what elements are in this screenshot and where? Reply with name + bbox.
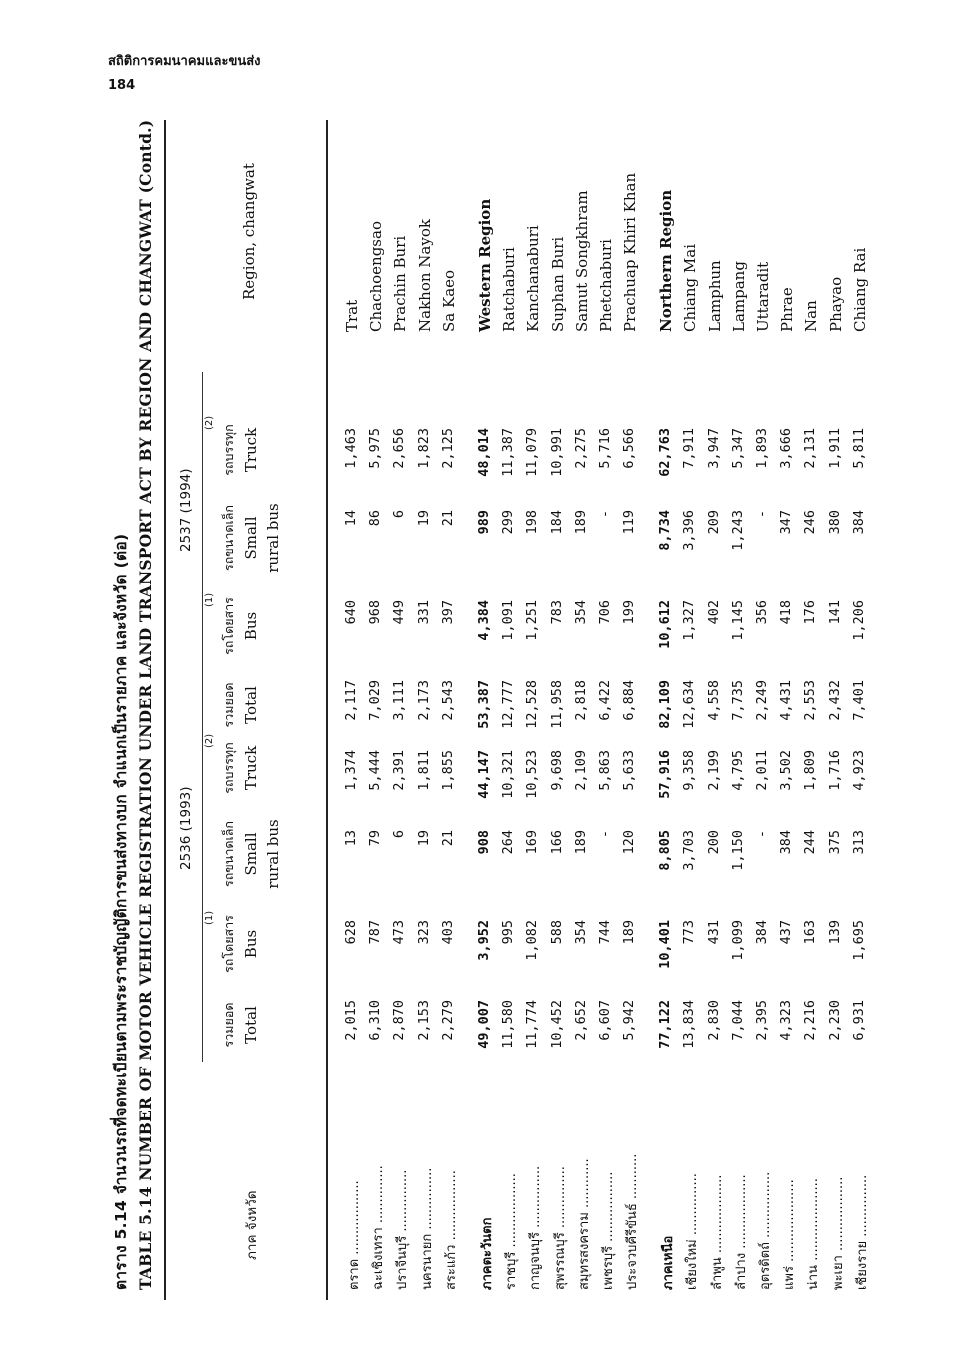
table-row <box>440 120 464 1300</box>
region-header-thai: ภาค จังหวัด <box>244 1190 260 1260</box>
region-row <box>657 120 681 1300</box>
table-top-rule <box>164 120 166 1300</box>
row-label-english: Phetchaburi <box>596 239 615 332</box>
cell-value: 3,952 <box>475 920 492 961</box>
cell-value: 347 <box>778 510 795 535</box>
note-1-1994: (1) <box>204 592 215 607</box>
cell-value: 19 <box>415 830 432 847</box>
page-number: 184 <box>108 78 136 93</box>
cell-value: 1,251 <box>524 600 541 641</box>
cell-value: 1,811 <box>415 750 432 791</box>
note-2-1993: (2) <box>204 733 215 748</box>
cell-value: 995 <box>500 920 517 945</box>
table-row <box>754 120 778 1300</box>
row-label-thai: สุพรรณบุรี ............... <box>552 1166 568 1290</box>
note-2-1994: (2) <box>204 415 215 430</box>
table-row <box>500 120 524 1300</box>
row-label-thai: ตราด .................. <box>347 1180 362 1290</box>
cell-value: 6,931 <box>850 1000 867 1041</box>
cell-value: 9,698 <box>548 750 565 791</box>
cell-value: - <box>754 830 770 839</box>
cell-value: 1,855 <box>439 750 456 791</box>
cell-value: 2,275 <box>572 428 589 469</box>
table-row <box>524 120 548 1300</box>
cell-value: 163 <box>802 920 819 945</box>
cell-value: 6,566 <box>621 428 638 469</box>
cell-value: 166 <box>548 830 565 855</box>
cell-value: 199 <box>621 600 638 625</box>
cell-value: 176 <box>802 600 819 625</box>
cell-value: - <box>596 510 613 519</box>
table-row <box>802 120 826 1300</box>
cell-value: 2,279 <box>439 1000 456 1041</box>
cell-value: 3,947 <box>705 428 722 469</box>
row-label-thai: ประจวบคีรีขันธ์ ........... <box>625 1153 641 1290</box>
row-label-english: Phayao <box>826 276 845 332</box>
cell-value: 380 <box>826 510 843 535</box>
row-label-thai: สมุทรสงคราม ............ <box>576 1158 592 1290</box>
cell-value: 989 <box>475 510 492 535</box>
cell-value: 244 <box>802 830 819 855</box>
row-label-english: Lamphun <box>705 260 724 332</box>
cell-value: 21 <box>439 510 456 527</box>
cell-value: 5,633 <box>621 750 638 791</box>
cell-value: 8,805 <box>657 830 674 871</box>
cell-value: 62,763 <box>657 428 674 477</box>
cell-value: 449 <box>391 600 408 625</box>
cell-value: 1,463 <box>343 428 359 469</box>
cell-value: 77,122 <box>657 1000 674 1049</box>
cell-value: 141 <box>826 600 843 625</box>
row-label-english: Ratchaburi <box>500 247 519 332</box>
row-label-english: Samut Songkhram <box>572 190 591 332</box>
cell-value: 354 <box>572 600 589 625</box>
cell-value: 299 <box>500 510 517 535</box>
col-bus-1993: รถโดยสาร Bus <box>221 915 260 973</box>
cell-value: 5,811 <box>850 428 867 469</box>
cell-value: 7,401 <box>850 680 867 721</box>
cell-value: 11,958 <box>548 680 565 729</box>
cell-value: 2,015 <box>343 1000 359 1041</box>
cell-value: 384 <box>850 510 867 535</box>
table-row <box>367 120 391 1300</box>
row-label-thai: ลำปาง .................. <box>733 1174 749 1290</box>
cell-value: 82,109 <box>657 680 674 729</box>
cell-value: 86 <box>367 510 384 527</box>
cell-value: 4,795 <box>729 750 746 791</box>
cell-value: 313 <box>850 830 867 855</box>
cell-value: 968 <box>367 600 384 625</box>
cell-value: 2,117 <box>343 680 359 721</box>
region-row <box>476 120 500 1300</box>
cell-value: 11,387 <box>500 428 517 477</box>
row-label-thai: ลำพูน ................... <box>709 1174 725 1290</box>
col-bus-1994: รถโดยสาร Bus <box>221 597 260 655</box>
cell-value: 403 <box>439 920 456 945</box>
row-label-english: Chiang Mai <box>681 243 700 332</box>
cell-value: 21 <box>439 830 456 847</box>
cell-value: 169 <box>524 830 541 855</box>
cell-value: 4,923 <box>850 750 867 791</box>
cell-value: 1,082 <box>524 920 541 961</box>
cell-value: 2,216 <box>802 1000 819 1041</box>
cell-value: 49,007 <box>475 1000 492 1049</box>
cell-value: 200 <box>705 830 722 855</box>
cell-value: 588 <box>548 920 565 945</box>
cell-value: 2,199 <box>705 750 722 791</box>
row-label-english: Uttaradit <box>754 261 772 332</box>
cell-value: 12,528 <box>524 680 541 729</box>
note-1-1993: (1) <box>204 910 215 925</box>
cell-value: 2,249 <box>754 680 770 721</box>
cell-value: - <box>596 830 613 839</box>
cell-value: 10,452 <box>548 1000 565 1049</box>
cell-value: 1,099 <box>729 920 746 961</box>
cell-value: 1,091 <box>500 600 517 641</box>
cell-value: 356 <box>754 600 770 625</box>
table-row <box>391 120 415 1300</box>
cell-value: 12,634 <box>681 680 698 729</box>
cell-value: 1,206 <box>850 600 867 641</box>
cell-value: 4,558 <box>705 680 722 721</box>
cell-value: 7,044 <box>729 1000 746 1041</box>
year-1993-rule <box>202 732 203 1062</box>
col-truck-1994: รถบรรทุก Truck <box>221 424 260 476</box>
row-label-thai: ฉะเชิงเทรา .............. <box>371 1165 387 1290</box>
cell-value: 437 <box>778 920 795 945</box>
cell-value: 1,911 <box>826 428 843 469</box>
col-small-1994: รถขนาดเล็ก Small rural bus <box>221 503 282 573</box>
row-label-thai: ปราจีนบุรี ............... <box>395 1169 411 1290</box>
year-1994-rule <box>202 372 203 742</box>
row-label-english: Western Region <box>475 198 494 332</box>
cell-value: 1,243 <box>729 510 746 551</box>
cell-value: 2,818 <box>572 680 589 721</box>
table-row <box>416 120 440 1300</box>
cell-value: 12,777 <box>500 680 517 729</box>
table-caption-thai: ตาราง 5.14 จำนวนรถที่จดทะเบียนตามพระราชบัญญัติการขนส่งทางบก จำแนกเป็นรายภาค และจังหวัด (ต่อ) <box>112 533 130 1290</box>
cell-value: 209 <box>705 510 722 535</box>
table-row <box>621 120 645 1300</box>
row-label-thai: เชียงใหม่ ............... <box>685 1173 701 1290</box>
cell-value: 7,735 <box>729 680 746 721</box>
cell-value: 2,391 <box>391 750 408 791</box>
cell-value: 6,422 <box>596 680 613 721</box>
cell-value: 402 <box>705 600 722 625</box>
row-label-english: Kanchanaburi <box>524 225 543 332</box>
cell-value: 11,079 <box>524 428 541 477</box>
cell-value: 19 <box>415 510 432 527</box>
cell-value: 787 <box>367 920 384 945</box>
cell-value: 189 <box>572 830 589 855</box>
cell-value: 323 <box>415 920 432 945</box>
cell-value: 3,111 <box>391 680 408 721</box>
cell-value: 6,310 <box>367 1000 384 1041</box>
col-small-1993: รถขนาดเล็ก Small rural bus <box>221 819 282 889</box>
row-label-thai: แพร่ .................... <box>782 1179 798 1290</box>
table-row <box>681 120 705 1300</box>
row-label-english: Nan <box>802 300 821 332</box>
cell-value: 184 <box>548 510 565 535</box>
row-label-thai: อุตรดิตถ์ ................ <box>758 1171 773 1290</box>
row-label-thai: นครนายก ............... <box>419 1167 435 1290</box>
row-label-thai: สระแก้ว ................. <box>443 1170 459 1290</box>
cell-value: 2,543 <box>439 680 456 721</box>
cell-value: 773 <box>681 920 698 945</box>
cell-value: 10,612 <box>657 600 674 649</box>
cell-value: - <box>754 510 770 519</box>
cell-value: 48,014 <box>475 428 492 477</box>
cell-value: 1,327 <box>681 600 698 641</box>
col-total-1994: รวมยอด Total <box>221 682 260 728</box>
cell-value: 431 <box>705 920 722 945</box>
cell-value: 5,716 <box>596 428 613 469</box>
cell-value: 2,553 <box>802 680 819 721</box>
cell-value: 7,911 <box>681 428 698 469</box>
table-row <box>827 120 851 1300</box>
cell-value: 1,374 <box>343 750 359 791</box>
row-label-english: Nakhon Nayok <box>415 219 434 332</box>
cell-value: 473 <box>391 920 408 945</box>
cell-value: 5,942 <box>621 1000 638 1041</box>
cell-value: 11,774 <box>524 1000 541 1049</box>
cell-value: 139 <box>826 920 843 945</box>
cell-value: 189 <box>621 920 638 945</box>
cell-value: 3,666 <box>778 428 795 469</box>
row-label-english: Trat <box>343 299 361 332</box>
cell-value: 13 <box>343 830 359 847</box>
cell-value: 4,431 <box>778 680 795 721</box>
cell-value: 331 <box>415 600 432 625</box>
table-row <box>778 120 802 1300</box>
cell-value: 2,830 <box>705 1000 722 1041</box>
cell-value: 3,703 <box>681 830 698 871</box>
table-row <box>851 120 875 1300</box>
col-total-1993: รวมยอด Total <box>221 1002 260 1048</box>
cell-value: 354 <box>572 920 589 945</box>
table-row <box>730 120 754 1300</box>
cell-value: 744 <box>596 920 613 945</box>
cell-value: 79 <box>367 830 384 847</box>
row-label-english: Suphan Buri <box>548 236 567 332</box>
cell-value: 2,173 <box>415 680 432 721</box>
cell-value: 2,652 <box>572 1000 589 1041</box>
cell-value: 1,150 <box>729 830 746 871</box>
row-label-english: Sa Kaeo <box>439 269 458 332</box>
cell-value: 2,011 <box>754 750 770 791</box>
cell-value: 418 <box>778 600 795 625</box>
table-row <box>597 120 621 1300</box>
cell-value: 2,125 <box>439 428 456 469</box>
cell-value: 2,230 <box>826 1000 843 1041</box>
row-label-thai: น่าน .................... <box>806 1178 822 1290</box>
row-label-english: Prachuap Khiri Khan <box>621 172 640 332</box>
cell-value: 2,153 <box>415 1000 432 1041</box>
row-label-thai: ภาคตะวันตก <box>479 1217 495 1290</box>
cell-value: 8,734 <box>657 510 674 551</box>
cell-value: 4,384 <box>475 600 492 641</box>
cell-value: 2,109 <box>572 750 589 791</box>
cell-value: 9,358 <box>681 750 698 791</box>
cell-value: 1,809 <box>802 750 819 791</box>
cell-value: 11,580 <box>500 1000 517 1049</box>
cell-value: 6,884 <box>621 680 638 721</box>
cell-value: 14 <box>343 510 359 527</box>
cell-value: 384 <box>778 830 795 855</box>
cell-value: 384 <box>754 920 770 945</box>
cell-value: 10,401 <box>657 920 674 969</box>
cell-value: 13,834 <box>681 1000 698 1049</box>
row-label-english: Chiang Rai <box>850 247 869 332</box>
cell-value: 6,607 <box>596 1000 613 1041</box>
cell-value: 119 <box>621 510 638 535</box>
cell-value: 246 <box>802 510 819 535</box>
cell-value: 2,656 <box>391 428 408 469</box>
row-label-english: Phrae <box>778 287 797 332</box>
table-row <box>549 120 573 1300</box>
cell-value: 1,145 <box>729 600 746 641</box>
cell-value: 783 <box>548 600 565 625</box>
row-label-thai: เชียงราย ............... <box>854 1174 870 1290</box>
cell-value: 2,870 <box>391 1000 408 1041</box>
rotated-table <box>100 70 870 1300</box>
region-header-english: Region, changwat <box>240 163 258 300</box>
cell-value: 189 <box>572 510 589 535</box>
row-label-thai: ราชบุรี .................. <box>504 1173 520 1290</box>
cell-value: 706 <box>596 600 613 625</box>
cell-value: 6 <box>391 510 408 519</box>
col-truck-1993: รถบรรทุก Truck <box>221 742 260 794</box>
cell-value: 375 <box>826 830 843 855</box>
cell-value: 2,395 <box>754 1000 770 1041</box>
cell-value: 5,444 <box>367 750 384 791</box>
cell-value: 3,502 <box>778 750 795 791</box>
cell-value: 640 <box>343 600 359 625</box>
row-label-english: Lampang <box>729 261 748 332</box>
row-label-english: Chachoengsao <box>367 221 386 332</box>
cell-value: 1,823 <box>415 428 432 469</box>
cell-value: 120 <box>621 830 638 855</box>
cell-value: 5,975 <box>367 428 384 469</box>
cell-value: 5,347 <box>729 428 746 469</box>
cell-value: 397 <box>439 600 456 625</box>
cell-value: 1,716 <box>826 750 843 791</box>
cell-value: 264 <box>500 830 517 855</box>
row-label-english: Prachin Buri <box>391 235 410 332</box>
row-label-thai: เพชรบุรี ................. <box>600 1171 616 1290</box>
cell-value: 1,695 <box>850 920 867 961</box>
cell-value: 6 <box>391 830 408 839</box>
row-label-english: Northern Region <box>657 189 676 332</box>
cell-value: 908 <box>475 830 492 855</box>
cell-value: 4,323 <box>778 1000 795 1041</box>
cell-value: 628 <box>343 920 359 945</box>
table-header-rule <box>326 120 328 1300</box>
cell-value: 3,396 <box>681 510 698 551</box>
year-1994-header: 2537 (1994) <box>178 468 194 552</box>
cell-value: 2,432 <box>826 680 843 721</box>
cell-value: 5,863 <box>596 750 613 791</box>
row-label-thai: พะเยา .................. <box>830 1176 846 1290</box>
table-caption-english: TABLE 5.14 NUMBER OF MOTOR VEHICLE REGISTRATION UNDER LAND TRANSPORT ACT BY REGION AND CHANGWAT (Contd.) <box>136 119 155 1290</box>
cell-value: 10,991 <box>548 428 565 477</box>
cell-value: 198 <box>524 510 541 535</box>
table-row <box>573 120 597 1300</box>
row-label-thai: กาญจนบุรี ............... <box>528 1165 544 1290</box>
cell-value: 7,029 <box>367 680 384 721</box>
cell-value: 1,893 <box>754 428 770 469</box>
cell-value: 10,321 <box>500 750 517 799</box>
table-row <box>343 120 367 1300</box>
cell-value: 44,147 <box>475 750 492 799</box>
cell-value: 10,523 <box>524 750 541 799</box>
page-header-title: สถิติการคมนาคมและขนส่ง <box>108 54 261 69</box>
row-label-thai: ภาคเหนือ <box>661 1235 677 1290</box>
cell-value: 2,131 <box>802 428 819 469</box>
year-1993-header: 2536 (1993) <box>178 786 194 870</box>
cell-value: 53,387 <box>475 680 492 729</box>
table-body <box>343 120 875 1300</box>
cell-value: 57,916 <box>657 750 674 799</box>
table-row <box>706 120 730 1300</box>
